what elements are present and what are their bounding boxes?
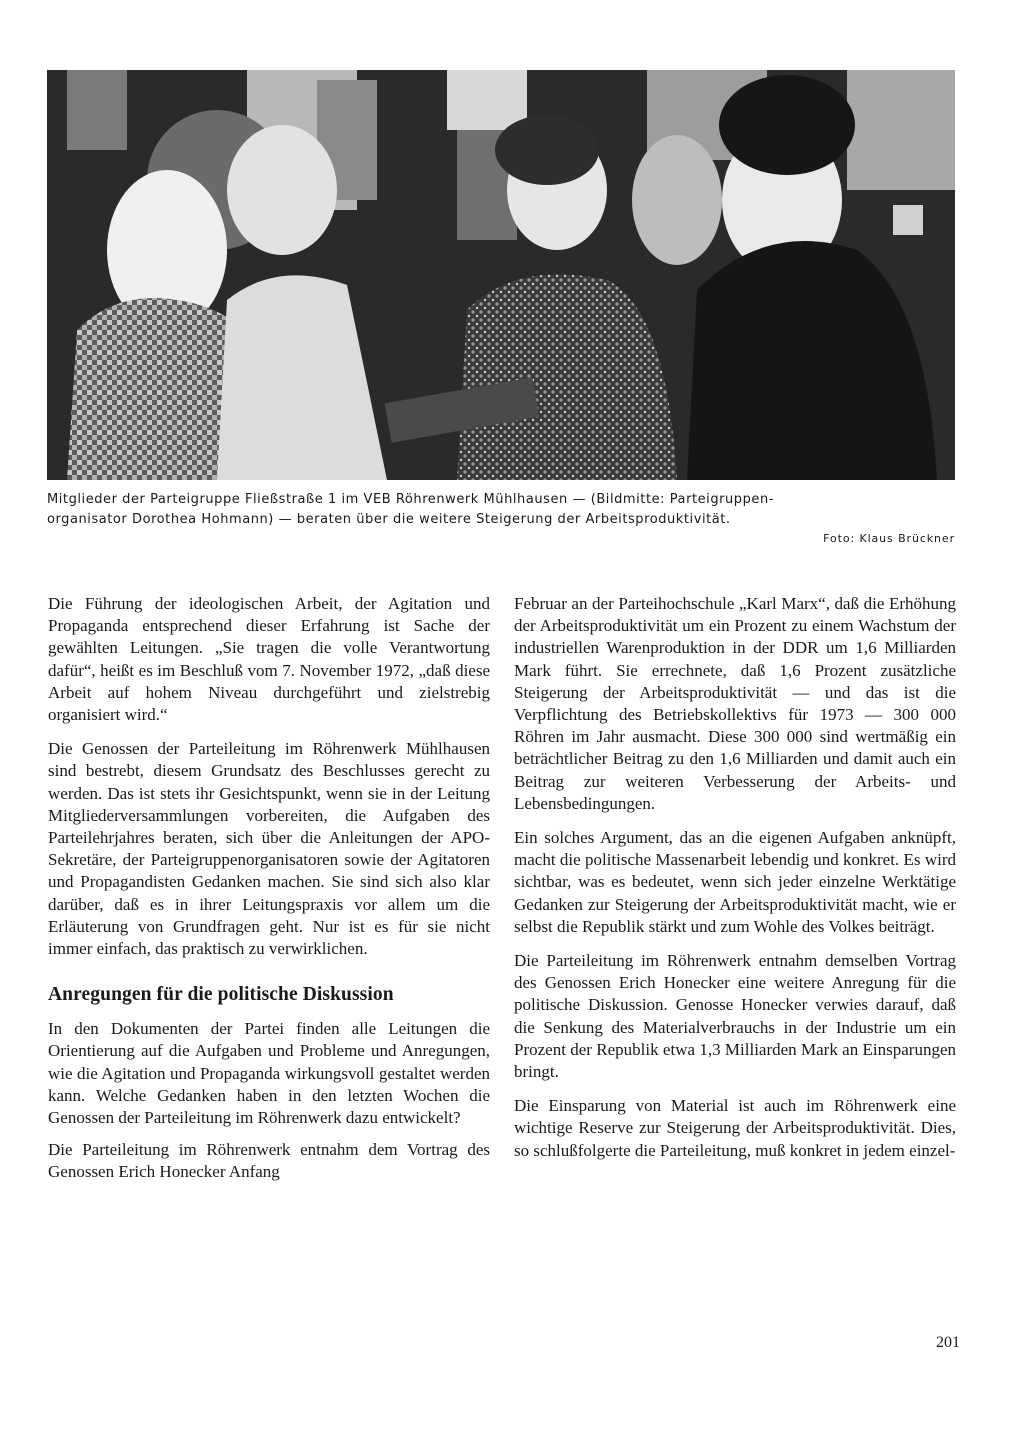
section-heading: Anregungen für die politische Diskussion <box>48 984 394 1006</box>
right-column <box>514 593 956 1174</box>
paragraph: Die Parteileitung im Röhrenwerk entnahm dem Vortrag des Genossen Erich Honecker Anfang <box>48 1140 490 1182</box>
left-column <box>48 593 490 1196</box>
photo-image-icon <box>47 70 955 480</box>
caption-line-1: Mitglieder der Parteigruppe Fließstraße 1 im VEB Röhrenwerk Mühlhausen — (Bildmitte: Parteigruppen- <box>47 492 774 507</box>
paragraph: Ein solches Argument, das an die eigenen Aufgaben anknüpft, macht die politische Massenarbeit lebendig und konkret. Es wird sichtbar, was es bedeutet, wenn sich jeder einzelne Werktätige Gedanken zur Steigerung der Arbeitsproduktivität macht, wie er selbst die Republik stärkt und zum Wohle des Volkes beiträgt. <box>514 828 956 936</box>
photo-caption <box>47 490 957 530</box>
group-photograph <box>47 70 955 480</box>
paragraph: Die Einsparung von Material ist auch im Röhrenwerk eine wichtige Reserve zur Steigerung der Arbeitsproduktivität. Dies, so schlußfolgerte die Parteileitung, muß konkret in jedem einzel- <box>514 1096 956 1160</box>
paragraph: Februar an der Parteihochschule „Karl Marx“, daß die Erhöhung der Arbeitsproduktivität um ein Prozent zu einem Wachstum der industriellen Warenproduktion in der DDR um 1,6 Milliarden Mark führt. Sie errechnete, daß 1,6 Prozent zusätzliche Steigerung der Arbeitsproduktivität — und das ist die Verpflichtung des Betriebskollektivs für 1973 — 300 000 Röhren im Jahr ausmacht. Diese 300 000 sind wertmäßig ein beträchtlicher Beitrag zu den 1,6 Milliarden und damit auch ein Beitrag zur weiteren Verbesserung der Arbeits- und Lebensbedingungen. <box>514 594 956 813</box>
paragraph: In den Dokumenten der Partei finden alle Leitungen die Orientierung auf die Aufgaben und Probleme und Anregungen, wie die Agitation und Propaganda wirkungsvoll gestaltet werden kann. Welche Gedanken haben in den letzten Wochen die Genossen der Parteileitung im Röhrenwerk dazu entwickelt? <box>48 1019 490 1128</box>
page-number: 201 <box>936 1334 960 1351</box>
paragraph: Die Parteileitung im Röhrenwerk entnahm demselben Vortrag des Genossen Erich Honecker eine weitere Anregung für die politische Diskussion. Genosse Honecker verwies darauf, daß die Senkung des Materialverbrauchs in der Industrie um ein Prozent der Republik etwa 1,3 Milliarden Mark an Einsparungen bringt. <box>514 951 956 1082</box>
caption-line-2: organisator Dorothea Hohmann) — beraten über die weitere Steigerung der Arbeitsproduktivität. <box>47 512 731 527</box>
paragraph: Die Führung der ideologischen Arbeit, der Agitation und Propaganda entsprechend dieser Erfahrung ist Sache der gewählten Leitungen. „Sie tragen die volle Verantwortung dafür“, heißt es im Beschluß vom 7. November 1972, „daß diese Arbeit auf hohem Niveau durchgeführt und zielstrebig organisiert wird.“ <box>48 594 490 725</box>
paragraph: Die Genossen der Parteileitung im Röhrenwerk Mühlhausen sind bestrebt, diesem Grundsatz des Beschlusses gerecht zu werden. Das ist stets ihr Gesichtspunkt, wenn sie in der Leitung Mitgliederversammlungen vorbereiten, die Aufgaben des Parteilehrjahres beraten, sich über die Anleitungen der APO-Sekretäre, der Parteigruppenorganisatoren sowie der Agitatoren und Propagandisten Gedanken machen. Sie sind sich also klar darüber, daß es in ihrer Leitungspraxis vor allem um die Erläuterung von Grundfragen geht. Nur ist es für sie nicht immer einfach, das praktisch zu verwirklichen. <box>48 739 490 959</box>
photo-credit: Foto: Klaus Brückner <box>823 532 955 545</box>
